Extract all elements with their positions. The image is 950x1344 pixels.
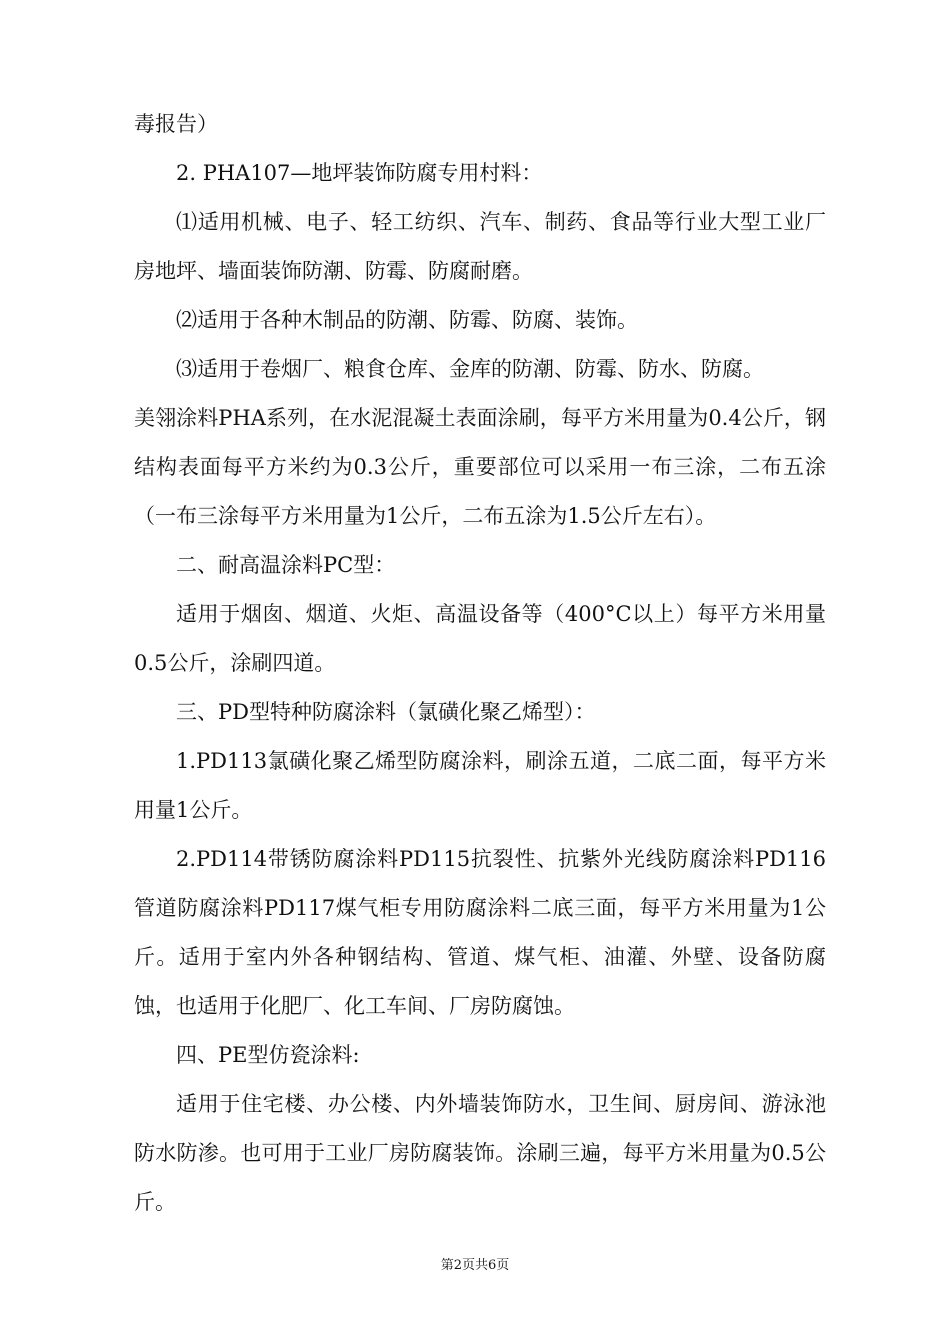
paragraph: ⑴适用机械、电子、轻工纺织、汽车、制药、食品等行业大型工业厂房地坪、墙面装饰防潮、防霉、防腐耐磨。 bbox=[134, 210, 826, 283]
paragraph: 2. PHA107—地坪装饰防腐专用村料： bbox=[176, 161, 543, 185]
paragraph: 毒报告） bbox=[134, 112, 218, 136]
document-body bbox=[134, 100, 826, 1227]
section-heading: 四、PE型仿瓷涂料: bbox=[176, 1043, 360, 1067]
paragraph: 1.PD113氯磺化聚乙烯型防腐涂料，刷涂五道，二底二面，每平方米用量1公斤。 bbox=[134, 749, 826, 822]
paragraph: ⑵适用于各种木制品的防潮、防霉、防腐、装饰。 bbox=[176, 308, 638, 332]
paragraph: 美翎涂料PHA系列，在水泥混凝土表面涂刷，每平方米用量为0.4公斤，钢结构表面每平方米约为0.3公斤，重要部位可以采用一布三涂，二布五涂（一布三涂每平方米用量为1公斤，二布五涂为1.5公斤左右）。 bbox=[134, 406, 826, 528]
paragraph: 适用于住宅楼、办公楼、内外墙装饰防水，卫生间、厨房间、游泳池防水防渗。也可用于工业厂房防腐装饰。涂刷三遍，每平方米用量为0.5公斤。 bbox=[134, 1092, 826, 1214]
paragraph: 2.PD114带锈防腐涂料PD115抗裂性、抗紫外光线防腐涂料PD116管道防腐涂料PD117煤气柜专用防腐涂料二底三面，每平方米用量为1公斤。适用于室内外各种钢结构、管道、煤气柜、油灌、外壁、设备防腐蚀，也适用于化肥厂、化工车间、厂房防腐蚀。 bbox=[134, 847, 826, 1018]
section-heading: 二、耐高温涂料PC型： bbox=[176, 553, 396, 577]
section-heading: 三、PD型特种防腐涂料（氯磺化聚乙烯型）： bbox=[176, 700, 596, 724]
paragraph: ⑶适用于卷烟厂、粮食仓库、金库的防潮、防霉、防水、防腐。 bbox=[176, 357, 764, 381]
paragraph: 适用于烟囱、烟道、火炬、高温设备等（400°C以上）每平方米用量0.5公斤，涂刷四道。 bbox=[134, 602, 826, 675]
page-number-footer: 第2页共6页 bbox=[440, 1258, 510, 1273]
